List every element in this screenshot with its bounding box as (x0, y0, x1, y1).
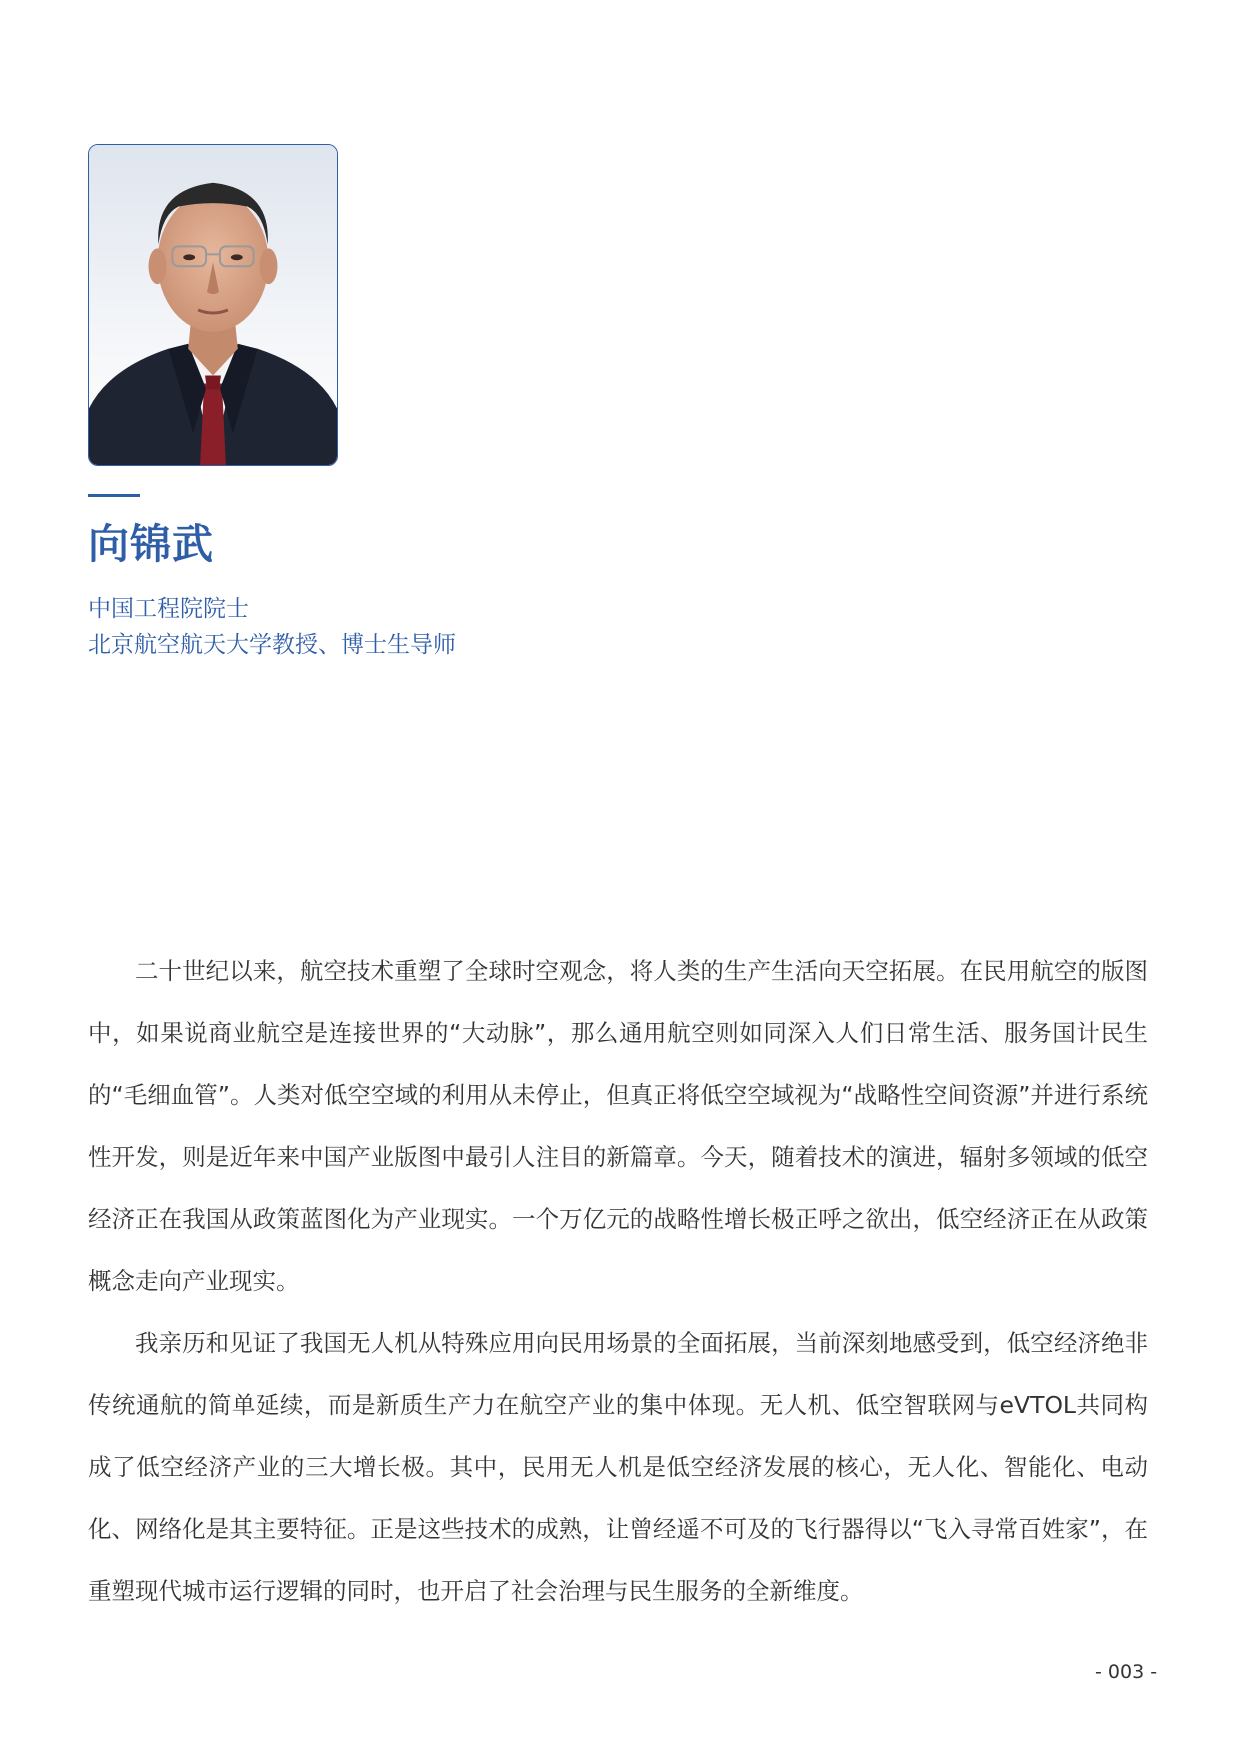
accent-divider (88, 494, 140, 497)
person-titles (88, 591, 456, 663)
paragraph: 二十世纪以来，航空技术重塑了全球时空观念，将人类的生产生活向天空拓展。在民用航空的版图中，如果说商业航空是连接世界的“大动脉”，那么通用航空则如同深入人们日常生活、服务国计民生的“毛细血管”。人类对低空空域的利用从未停止，但真正将低空空域视为“战略性空间资源”并进行系统性开发，则是近年来中国产业版图中最引人注目的新篇章。今天，随着技术的演进，辐射多领域的低空经济正在我国从政策蓝图化为产业现实。一个万亿元的战略性增长极正呼之欲出，低空经济正在从政策概念走向产业现实。 (88, 957, 1148, 1295)
portrait-photo (88, 144, 338, 466)
person-name: 向锦武 (88, 520, 214, 568)
paragraph: 我亲历和见证了我国无人机从特殊应用向民用场景的全面拓展，当前深刻地感受到，低空经济绝非传统通航的简单延续，而是新质生产力在航空产业的集中体现。无人机、低空智联网与eVTOL共同构成了低空经济产业的三大增长极。其中，民用无人机是低空经济发展的核心，无人化、智能化、电动化、网络化是其主要特征。正是这些技术的成熟，让曾经遥不可及的飞行器得以“飞入寻常百姓家”，在重塑现代城市运行逻辑的同时，也开启了社会治理与民生服务的全新维度。 (88, 1329, 1148, 1605)
title-line: 北京航空航天大学教授、博士生导师 (88, 632, 456, 658)
title-line: 中国工程院院士 (88, 596, 249, 622)
portrait-figure-image (89, 145, 337, 465)
body-text (88, 940, 1148, 1622)
page-number: - 003 - (1095, 1661, 1158, 1683)
